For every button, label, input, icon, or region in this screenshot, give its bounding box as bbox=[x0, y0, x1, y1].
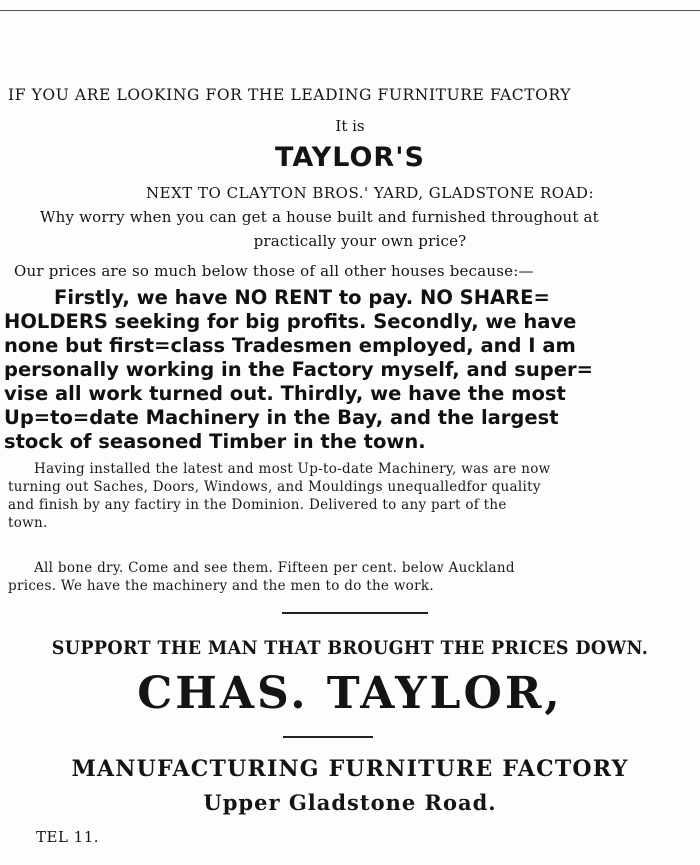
business-location: Upper Gladstone Road. bbox=[203, 790, 497, 815]
paragraph-line: turning out Saches, Doors, Windows, and Mouldings unequalledfor quality bbox=[8, 479, 541, 495]
business-description: MANUFACTURING FURNITURE FACTORY bbox=[71, 756, 629, 782]
telephone-number: TEL 11. bbox=[36, 828, 100, 846]
proprietor-name: CHAS. TAYLOR, bbox=[137, 668, 563, 719]
bold-claim-line: stock of seasoned Timber in the town. bbox=[4, 430, 426, 453]
bold-claim-line: none but first=class Tradesmen employed, and I am bbox=[4, 334, 576, 357]
top-border-rule bbox=[0, 10, 700, 11]
ad-because-line: Our prices are so much below those of all other houses because:— bbox=[14, 262, 534, 280]
ad-why-line-2: practically your own price? bbox=[253, 232, 467, 250]
paragraph-line: and finish by any factiry in the Dominion. Delivered to any part of the bbox=[8, 497, 507, 513]
bold-claim-line: HOLDERS seeking for big profits. Secondly, we have bbox=[4, 310, 577, 333]
support-slogan: SUPPORT THE MAN THAT BROUGHT THE PRICES DOWN. bbox=[51, 637, 649, 659]
ad-business-name: TAYLOR'S bbox=[275, 142, 425, 173]
paragraph-line: town. bbox=[8, 515, 48, 531]
ad-it-is: It is bbox=[335, 117, 365, 135]
divider-rule bbox=[283, 736, 373, 738]
bold-claim-line: personally working in the Factory myself, and super= bbox=[4, 358, 593, 381]
paragraph-line: Having installed the latest and most Up-to-date Machinery, was are now bbox=[34, 461, 551, 477]
ad-address: NEXT TO CLAYTON BROS.' YARD, GLADSTONE ROAD: bbox=[146, 184, 594, 202]
paragraph-line: prices. We have the machinery and the men to do the work. bbox=[8, 578, 434, 594]
bold-claim-line: vise all work turned out. Thirdly, we have the most bbox=[4, 382, 566, 405]
divider-rule bbox=[282, 612, 428, 614]
bold-claim-line: Firstly, we have NO RENT to pay. NO SHARE= bbox=[54, 286, 550, 309]
ad-heading: IF YOU ARE LOOKING FOR THE LEADING FURNITURE FACTORY bbox=[8, 86, 572, 104]
bold-claim-line: Up=to=date Machinery in the Bay, and the largest bbox=[4, 406, 559, 429]
paragraph-line: All bone dry. Come and see them. Fifteen per cent. below Auckland bbox=[34, 560, 515, 576]
ad-why-line-1: Why worry when you can get a house built and furnished throughout at bbox=[40, 208, 599, 226]
